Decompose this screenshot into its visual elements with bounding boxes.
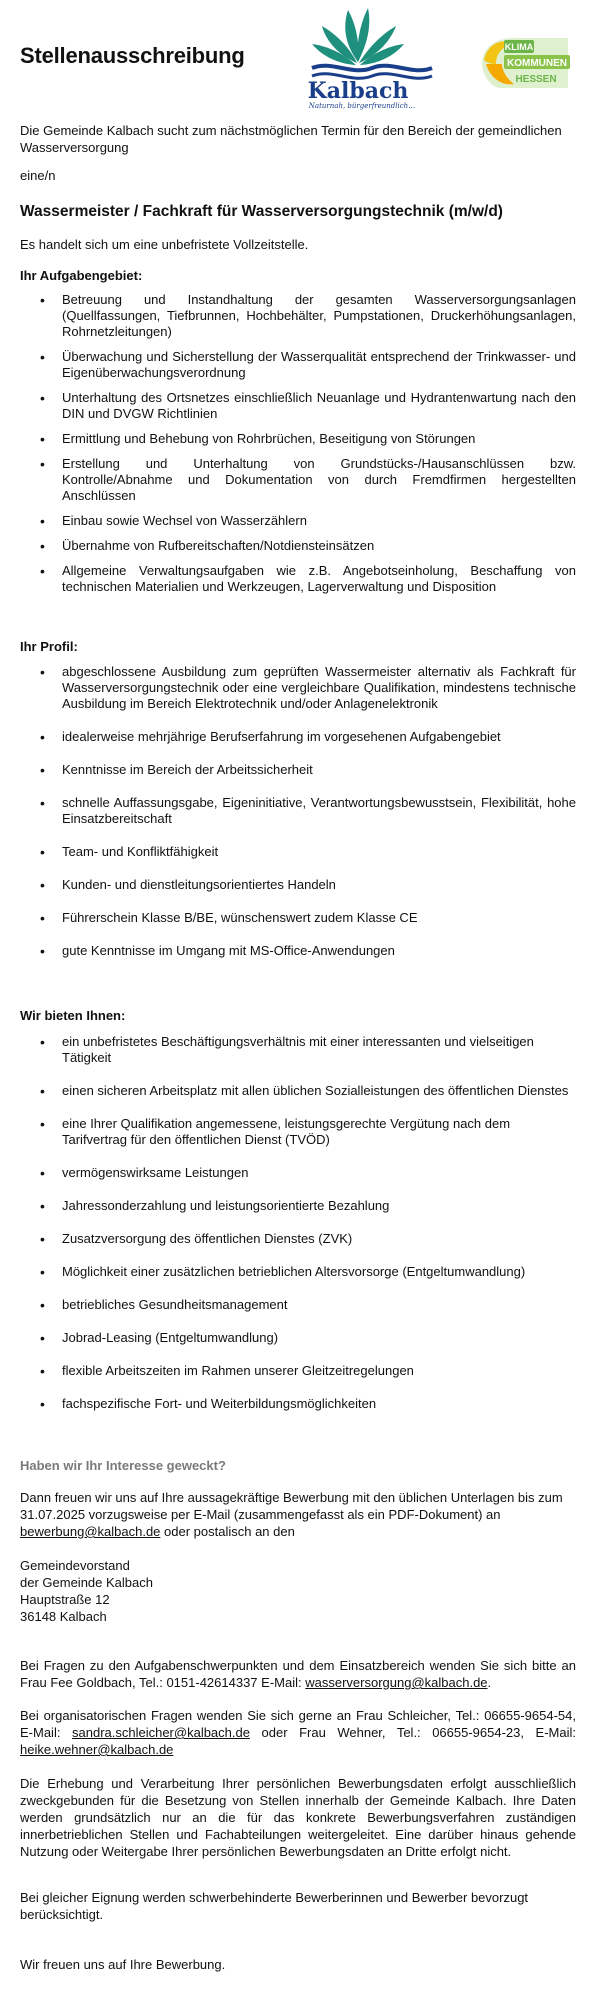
gender-text: eine/n: [20, 168, 56, 183]
contact-tasks-text: Bei Fragen zu den Aufgabenschwerpunkten und dem Einsatzbereich wenden Sie sich bitte an Frau Fee Goldbach, Tel.: 0151-42614337 E-Mail: wasserversorgung@kalbach.de.: [20, 1658, 576, 1690]
list-item: • gute Kenntnisse im Umgang mit MS-Office-Anwendungen: [20, 943, 576, 959]
privacy-text: Die Erhebung und Verarbeitung Ihrer persönlichen Bewerbungsdaten erfolgt ausschließlich zweckgebunden für die Besetzung von Stellen innerhalb der Gemeinde Kalbach. Ihre Daten werden grundsätzlich nur an die für das konkrete Bewerbungsverfahren zuständigen innerbetrieblichen Stellen und Fachabteilungen weitergeleitet. Eine darüber hinaus gehende Nutzung oder Weitergabe Ihrer persönlichen Bewerbungsdaten an Dritte erfolgt nicht.: [20, 1776, 576, 1859]
list-item: • Erstellung und Unterhaltung von Grundstücks-/Hausanschlüssen bzw. Kontrolle/Abnahme und Dokumentation von durch Fremdfirmen hergestellten Anschlüssen: [20, 456, 576, 504]
list-item: • flexible Arbeitszeiten im Rahmen unserer Gleitzeitregelungen: [20, 1363, 576, 1379]
list-item: • Allgemeine Verwaltungsaufgaben wie z.B. Angebotseinholung, Beschaffung von technischen Materialien und Werkzeugen, Lagerverwaltung und Disposition: [20, 563, 576, 595]
list-item: • Überwachung und Sicherstellung der Wasserqualität entsprechend der Trinkwasser- und Eigenüberwachungsverordnung: [20, 349, 576, 381]
address-line: 36148 Kalbach: [20, 1609, 107, 1624]
offer-list: [20, 1034, 576, 1412]
list-item: • fachspezifische Fort- und Weiterbildungsmöglichkeiten: [20, 1396, 576, 1412]
application-email-link[interactable]: bewerbung@kalbach.de: [20, 1524, 161, 1539]
logo-name-text: Kalbach: [307, 78, 409, 104]
application-text: Dann freuen wir uns auf Ihre aussagekräftige Bewerbung mit den üblichen Unterlagen bis zum 31.07.2025 vorzugsweise per E-Mail (zusammengefasst als ein PDF-Dokument) an bewerbung@kalbach.de oder postalisch an den: [20, 1490, 563, 1539]
address-line: Hauptstraße 12: [20, 1592, 110, 1607]
schleicher-email-link[interactable]: sandra.schleicher@kalbach.de: [72, 1725, 250, 1740]
list-item: • Zusatzversorgung des öffentlichen Dienstes (ZVK): [20, 1231, 576, 1247]
list-item: • betriebliches Gesundheitsmanagement: [20, 1297, 576, 1313]
list-item: • Führerschein Klasse B/BE, wünschenswert zudem Klasse CE: [20, 910, 576, 926]
wehner-email-link[interactable]: heike.wehner@kalbach.de: [20, 1742, 174, 1757]
application-heading: Haben wir Ihr Interesse geweckt?: [20, 1458, 226, 1473]
klima-bot-text: HESSEN: [515, 74, 557, 85]
klima-mid-text: KOMMUNEN: [507, 58, 567, 69]
list-item: • Ermittlung und Behebung von Rohrbrüchen, Beseitigung von Störungen: [20, 431, 576, 447]
address-line: der Gemeinde Kalbach: [20, 1575, 153, 1590]
list-item: • Kenntnisse im Bereich der Arbeitssicherheit: [20, 762, 576, 778]
list-item: • einen sicheren Arbeitsplatz mit allen üblichen Sozialleistungen des öffentlichen Dienstes: [20, 1083, 576, 1099]
tasks-list: [20, 292, 576, 595]
intro-text: Die Gemeinde Kalbach sucht zum nächstmöglichen Termin für den Bereich der gemeindlichen Wasserversorgung: [20, 123, 562, 155]
list-item: • ein unbefristetes Beschäftigungsverhältnis mit einer interessanten und vielseitigen Tätigkeit: [20, 1034, 576, 1066]
list-item: • vermögenswirksame Leistungen: [20, 1165, 576, 1181]
list-item: • Übernahme von Rufbereitschaften/Notdiensteinsätzen: [20, 538, 576, 554]
postal-address: [20, 1557, 576, 1625]
disability-text: Bei gleicher Eignung werden schwerbehinderte Bewerberinnen und Bewerber bevorzugt berücksichtigt.: [20, 1890, 529, 1922]
job-title: Wassermeister / Fachkraft für Wasserversorgungstechnik (m/w/d): [20, 203, 503, 220]
list-item: • Jahressonderzahlung und leistungsorientierte Bezahlung: [20, 1198, 576, 1214]
offer-heading: Wir bieten Ihnen:: [20, 1008, 126, 1023]
list-item: • Unterhaltung des Ortsnetzes einschließlich Neuanlage und Hydrantenwartung nach den DIN und DVGW Richtlinien: [20, 390, 576, 422]
list-item: • Einbau sowie Wechsel von Wasserzählern: [20, 513, 576, 529]
klima-top-text: KLIMA: [504, 42, 534, 52]
list-item: • eine Ihrer Qualifikation angemessene, leistungsgerechte Vergütung nach dem Tarifvertrag für den öffentlichen Dienst (TVÖD): [20, 1116, 576, 1148]
list-item: • schnelle Auffassungsgabe, Eigeninitiative, Verantwortungsbewusstsein, Flexibilität, hohe Einsatzbereitschaft: [20, 795, 576, 827]
profile-heading: Ihr Profil:: [20, 639, 78, 654]
contact-org-text: Bei organisatorischen Fragen wenden Sie sich gerne an Frau Schleicher, Tel.: 06655-9654-54, E-Mail: sandra.schleicher@kalbach.de oder Frau Wehner, Tel.: 06655-9654-23, E-Mail: heike.wehner@kalbach.de: [20, 1708, 576, 1757]
list-item: • abgeschlossene Ausbildung zum geprüften Wassermeister alternativ als Fachkraft für Wasserversorgungstechnik oder eine vergleichbare Qualifikation, mindestens technische Ausbildung im Bereich Elektrotechnik und/oder Anlagenelektronik: [20, 664, 576, 712]
list-item: • Jobrad-Leasing (Entgeltumwandlung): [20, 1330, 576, 1346]
kalbach-logo: [262, 2, 454, 110]
list-item: • Möglichkeit einer zusätzlichen betrieblichen Altersvorsorge (Entgeltumwandlung): [20, 1264, 576, 1280]
list-item: • Team- und Konfliktfähigkeit: [20, 844, 576, 860]
list-item: • idealerweise mehrjährige Berufserfahrung im vorgesehenen Aufgabengebiet: [20, 729, 576, 745]
profile-list: [20, 664, 576, 959]
tasks-email-link[interactable]: wasserversorgung@kalbach.de: [305, 1675, 488, 1690]
tasks-heading: Ihr Aufgabengebiet:: [20, 268, 143, 283]
list-item: • Betreuung und Instandhaltung der gesamten Wasserversorgungsanlagen (Quellfassungen, Tiefbrunnen, Hochbehälter, Pumpstationen, Druckerhöhungsanlagen, Rohrnetzleitungen): [20, 292, 576, 340]
address-line: Gemeindevorstand: [20, 1558, 130, 1573]
closing-text: Wir freuen uns auf Ihre Bewerbung.: [20, 1957, 226, 1972]
page-title: Stellenausschreibung: [20, 43, 245, 68]
position-type-text: Es handelt sich um eine unbefristete Vollzeitstelle.: [20, 237, 309, 252]
klima-kommunen-logo: [478, 34, 574, 90]
list-item: • Kunden- und dienstleitungsorientiertes Handeln: [20, 877, 576, 893]
logo-slogan-text: Naturnah, bürgerfreundlich…: [308, 102, 416, 110]
